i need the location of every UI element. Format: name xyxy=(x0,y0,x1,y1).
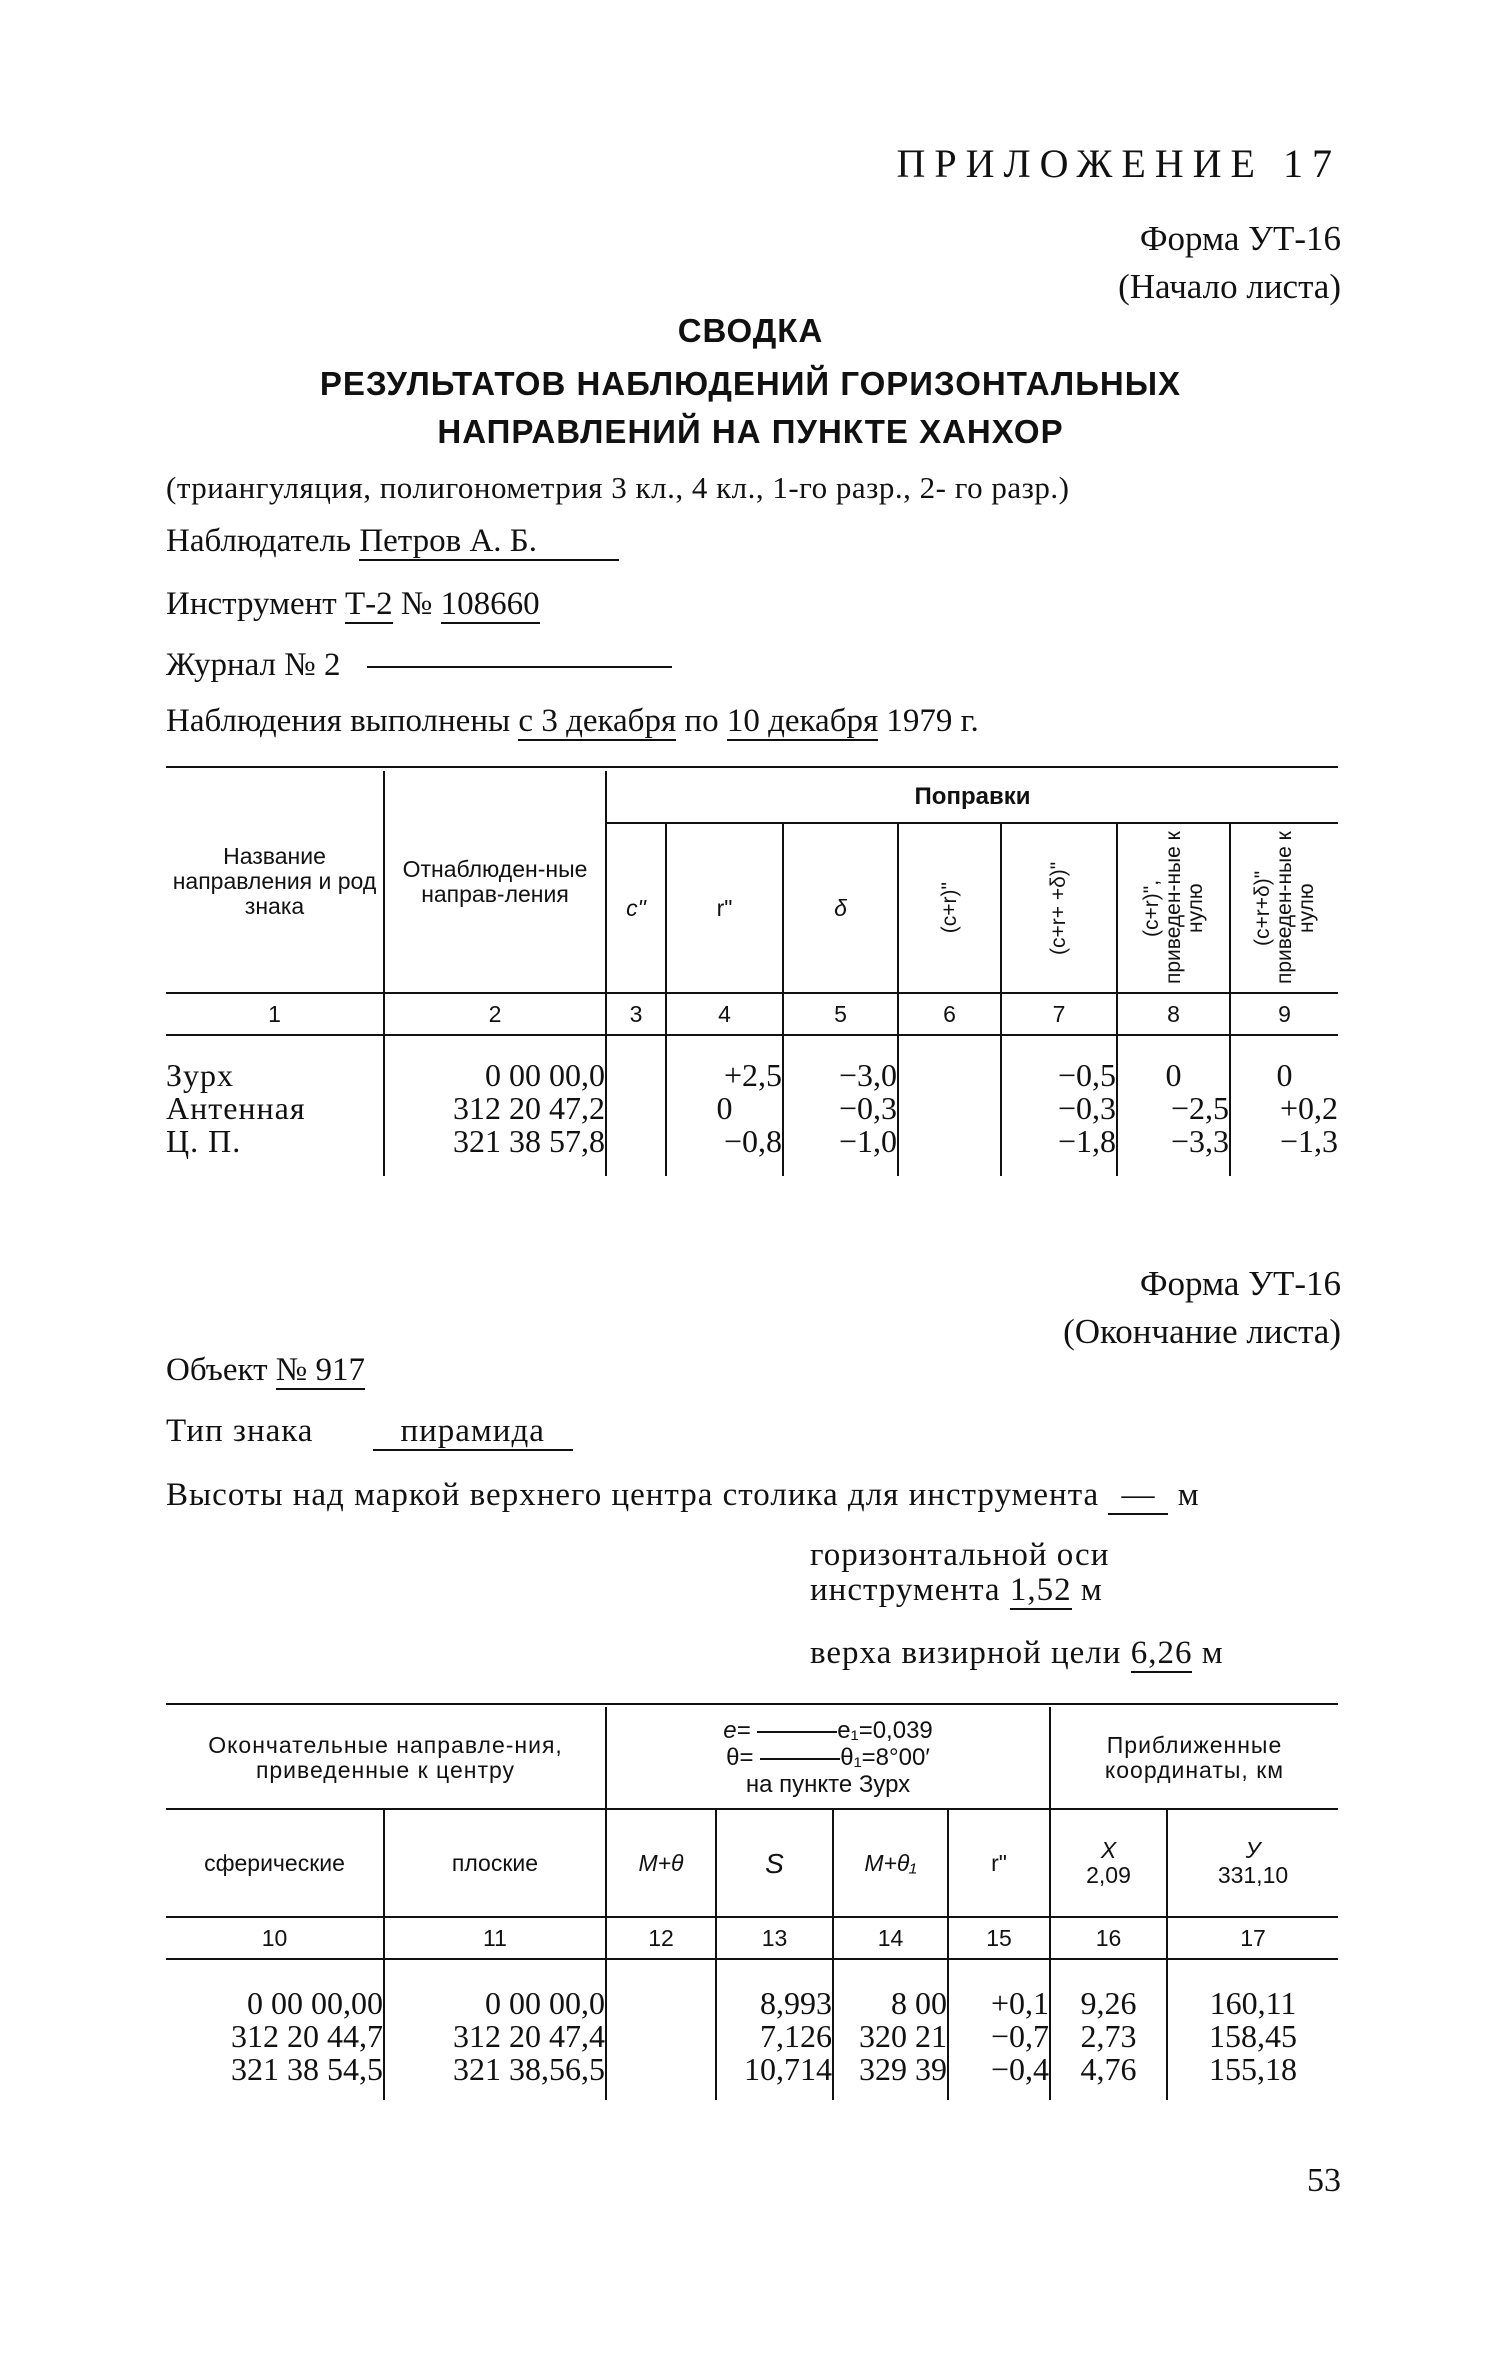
t2-r: −0,7 xyxy=(948,2020,1050,2053)
t1-header-r: r" xyxy=(666,823,783,993)
heights-label: Высоты над маркой верхнего центра столика для инструмента xyxy=(166,1477,1100,1513)
t2-s: 10,714 xyxy=(716,2053,833,2086)
t2-header-final: Окончательные направле-ния, приведенные к центру xyxy=(208,1731,563,1783)
t2-theta-blank xyxy=(760,1758,840,1760)
t2-theta: θ= xyxy=(726,1744,754,1771)
form-label-end xyxy=(1063,1260,1341,1356)
t2-at-point: на пункте Зурх xyxy=(745,1771,911,1798)
doc-title-line3: НАПРАВЛЕНИЙ НА ПУНКТЕ ХАНХОР xyxy=(437,413,1064,450)
t2-colnum: 14 xyxy=(833,1917,948,1959)
t1-colnum: 4 xyxy=(666,993,783,1035)
observer-label: Наблюдатель xyxy=(166,523,352,559)
t1-header-observed: Отнаблюден-ные направ-ления xyxy=(384,771,606,993)
t1-name: Ц. П. xyxy=(166,1123,242,1159)
t1-header-c-r-d xyxy=(1001,823,1117,993)
t2-plane: 321 38,56,5 xyxy=(384,2053,606,2086)
t2-r: +0,1 xyxy=(948,1987,1050,2020)
t2-header-r: r" xyxy=(948,1809,1050,1917)
t2-s: 8,993 xyxy=(716,1987,833,2020)
t1-colnum: 9 xyxy=(1230,993,1338,1035)
t1-delta: −0,3 xyxy=(783,1092,898,1125)
t1-c xyxy=(606,1092,666,1125)
t1-header-c-r-text: (c+r)" xyxy=(937,882,961,934)
axis-line xyxy=(810,1572,1103,1610)
axis-label-2: инструмента xyxy=(810,1572,1001,1608)
t2-y: 155,18 xyxy=(1167,2053,1338,2086)
t2-header-approx: Приближенные координаты, км xyxy=(1050,1707,1338,1809)
t2-colnum: 10 xyxy=(261,1924,288,1951)
t1-c-r-zero: −2,5 xyxy=(1117,1092,1230,1125)
t2-colnum: 13 xyxy=(716,1917,833,1959)
target-value: 6,26 xyxy=(1130,1635,1193,1671)
sign-type-value: пирамида xyxy=(373,1414,573,1451)
journal-line xyxy=(166,647,672,684)
page-number: 53 xyxy=(1307,2162,1341,2199)
t2-x: 4,76 xyxy=(1050,2053,1167,2086)
sign-type-line xyxy=(166,1413,573,1451)
instrument-model: Т-2 xyxy=(344,586,393,622)
t2-colnum: 16 xyxy=(1050,1917,1167,1959)
t1-header-c-r-d-text: (c+r+ +δ)" xyxy=(1047,861,1070,955)
t2-header-y xyxy=(1167,1809,1338,1917)
sign-type-label: Тип знака xyxy=(166,1413,314,1449)
t1-colnum: 3 xyxy=(606,993,666,1035)
t1-delta: −3,0 xyxy=(783,1059,898,1092)
t1-header-c: c" xyxy=(606,823,666,993)
form-label-top xyxy=(1118,215,1341,311)
instrument-label: Инструмент xyxy=(166,586,337,622)
t1-header-c-r-zero-text: (c+r)", приведен-ные к нулю xyxy=(1139,831,1207,985)
t2-colnum: 17 xyxy=(1167,1917,1338,1959)
t1-colnum: 6 xyxy=(898,993,1001,1035)
t2-colnum: 15 xyxy=(948,1917,1050,1959)
t2-column-numbers xyxy=(166,1917,1338,1959)
t2-y: 160,11 xyxy=(1167,1987,1338,2020)
table-row xyxy=(166,1125,1338,1158)
t2-m-theta1: 8 00 xyxy=(833,1987,948,2020)
observer-line xyxy=(166,523,619,561)
t1-observed: 312 20 47,2 xyxy=(384,1092,606,1125)
form-name: Форма УТ-16 xyxy=(1139,1264,1341,1303)
t2-m-theta1: 320 21 xyxy=(833,2020,948,2053)
dates-to: 10 декабря xyxy=(726,703,879,739)
target-line xyxy=(810,1635,1224,1673)
t1-c-r-d-zero: 0 xyxy=(1230,1059,1338,1092)
t2-plane: 0 00 00,0 xyxy=(384,1987,606,2020)
table2-top-rule xyxy=(166,1703,1338,1705)
t1-c-r-d-zero: −1,3 xyxy=(1230,1125,1338,1158)
t2-colnum: 11 xyxy=(384,1917,606,1959)
t2-header-eccentricity xyxy=(606,1707,1050,1809)
t2-header-x xyxy=(1050,1809,1167,1917)
t2-m-theta xyxy=(606,2020,716,2053)
dates-from: с 3 декабря xyxy=(518,703,677,739)
t2-colnum: 12 xyxy=(606,1917,716,1959)
t2-e: e= xyxy=(723,1717,751,1744)
object-value: № 917 xyxy=(275,1352,366,1388)
target-label: верха визирной цели xyxy=(810,1635,1122,1671)
t2-theta1: θ₁=8°00′ xyxy=(840,1744,930,1771)
t1-header-c-r-d-zero xyxy=(1230,823,1338,993)
t2-spherical: 0 00 00,00 xyxy=(247,1985,383,2021)
t1-colnum: 2 xyxy=(384,993,606,1035)
t2-m-theta1: 329 39 xyxy=(833,2053,948,2086)
dates-line xyxy=(166,703,979,741)
table-row xyxy=(166,1987,1338,2020)
t1-header-c-r-zero xyxy=(1117,823,1230,993)
t1-colnum: 5 xyxy=(783,993,898,1035)
appendix-title: ПРИЛОЖЕНИЕ 17 xyxy=(896,141,1341,186)
journal-label: Журнал № 2 xyxy=(166,647,341,683)
t2-spherical: 312 20 44,7 xyxy=(231,2018,383,2054)
heights-instrument-value: — xyxy=(1108,1478,1168,1515)
t1-name: Антенная xyxy=(166,1090,306,1126)
t1-colnum: 1 xyxy=(268,1000,281,1027)
instrument-number-label: № xyxy=(400,586,433,622)
table1 xyxy=(166,771,1338,1176)
heights-line xyxy=(166,1477,1200,1515)
instrument-number: 108660 xyxy=(440,586,540,622)
doc-title-line2: РЕЗУЛЬТАТОВ НАБЛЮДЕНИЙ ГОРИЗОНТАЛЬНЫХ xyxy=(319,365,1182,402)
t2-plane: 312 20 47,4 xyxy=(384,2020,606,2053)
t2-s: 7,126 xyxy=(716,2020,833,2053)
table-row xyxy=(166,2053,1338,2086)
t1-c xyxy=(606,1059,666,1092)
t2-theta-row xyxy=(607,1744,1049,1771)
t1-c xyxy=(606,1125,666,1158)
t2-y: 158,45 xyxy=(1167,2020,1338,2053)
t2-y-value: 331,10 xyxy=(1217,1862,1289,1888)
t2-e1: e₁=0,039 xyxy=(837,1717,933,1744)
axis-value: 1,52 xyxy=(1009,1572,1072,1608)
t2-header-m-theta1: M+θ₁ xyxy=(833,1809,948,1917)
t1-header-corrections: Поправки xyxy=(606,771,1338,823)
axis-label-1: горизонтальной оси xyxy=(810,1537,1110,1573)
t2-spherical: 321 38 54,5 xyxy=(231,2051,383,2087)
dates-by: по xyxy=(684,703,719,739)
heights-unit: м xyxy=(1177,1477,1200,1513)
t2-x: 9,26 xyxy=(1050,1987,1167,2020)
t1-colnum: 7 xyxy=(1001,993,1117,1035)
t1-colnum: 8 xyxy=(1117,993,1230,1035)
target-unit: м xyxy=(1201,1635,1224,1671)
t2-x-label: X xyxy=(1100,1837,1117,1863)
object-line xyxy=(166,1352,365,1390)
t1-header-c-r-d-zero-text: (c+r+δ)" приведен-ные к нулю xyxy=(1250,831,1318,985)
t1-column-numbers xyxy=(166,993,1338,1035)
t1-c-r-d: −0,5 xyxy=(1001,1059,1117,1092)
t1-observed: 321 38 57,8 xyxy=(384,1125,606,1158)
axis-unit: м xyxy=(1080,1572,1103,1608)
t1-r: −0,8 xyxy=(666,1125,783,1158)
t2-m-theta xyxy=(606,2053,716,2086)
t2-header-s: S xyxy=(716,1809,833,1917)
dates-label: Наблюдения выполнены xyxy=(166,703,511,739)
t1-header-delta: δ xyxy=(783,823,898,993)
t1-header-c-r xyxy=(898,823,1001,993)
t1-c-r xyxy=(898,1092,1001,1125)
t1-r: 0 xyxy=(666,1092,783,1125)
t1-c-r-d: −0,3 xyxy=(1001,1092,1117,1125)
t1-c-r-d: −1,8 xyxy=(1001,1125,1117,1158)
table-row xyxy=(166,1092,1338,1125)
form-part: (Начало листа) xyxy=(1118,267,1341,306)
doc-title: СВОДКА xyxy=(677,312,824,349)
t1-observed: 0 00 00,0 xyxy=(384,1059,606,1092)
t1-c-r-d-zero: +0,2 xyxy=(1230,1092,1338,1125)
t1-header-name: Название направления и род знака xyxy=(172,843,377,919)
t2-header-plane: плоские xyxy=(384,1809,606,1917)
t2-e-blank xyxy=(757,1731,837,1733)
t2-r: −0,4 xyxy=(948,2053,1050,2086)
t2-y-label: У xyxy=(1245,1837,1261,1863)
table1-top-rule xyxy=(166,766,1338,768)
t2-x: 2,73 xyxy=(1050,2020,1167,2053)
form-name: Форма УТ-16 xyxy=(1139,219,1341,258)
table-row xyxy=(166,1059,1338,1092)
t2-m-theta xyxy=(606,1987,716,2020)
journal-blank xyxy=(367,666,672,668)
t1-name: Зурх xyxy=(166,1057,235,1093)
table-row xyxy=(166,2020,1338,2053)
observer-value: Петров А. Б. xyxy=(359,524,619,561)
table2 xyxy=(166,1707,1338,2100)
t2-e-row xyxy=(607,1717,1049,1744)
form-part: (Окончание листа) xyxy=(1063,1312,1341,1351)
dates-year: 1979 г. xyxy=(886,703,979,739)
doc-subtitle: (триангуляция, полигонометрия 3 кл., 4 кл., 1-го разр., 2- го разр.) xyxy=(166,470,1070,505)
t1-c-r-zero: −3,3 xyxy=(1117,1125,1230,1158)
instrument-line xyxy=(166,586,540,624)
t1-c-r xyxy=(898,1125,1001,1158)
t1-r: +2,5 xyxy=(666,1059,783,1092)
t2-header-m-theta: M+θ xyxy=(606,1809,716,1917)
t1-delta: −1,0 xyxy=(783,1125,898,1158)
object-label: Объект xyxy=(166,1352,268,1388)
t1-c-r xyxy=(898,1059,1001,1092)
t2-x-value: 2,09 xyxy=(1086,1862,1131,1888)
t2-header-spherical: сферические xyxy=(166,1809,384,1917)
t1-c-r-zero: 0 xyxy=(1117,1059,1230,1092)
